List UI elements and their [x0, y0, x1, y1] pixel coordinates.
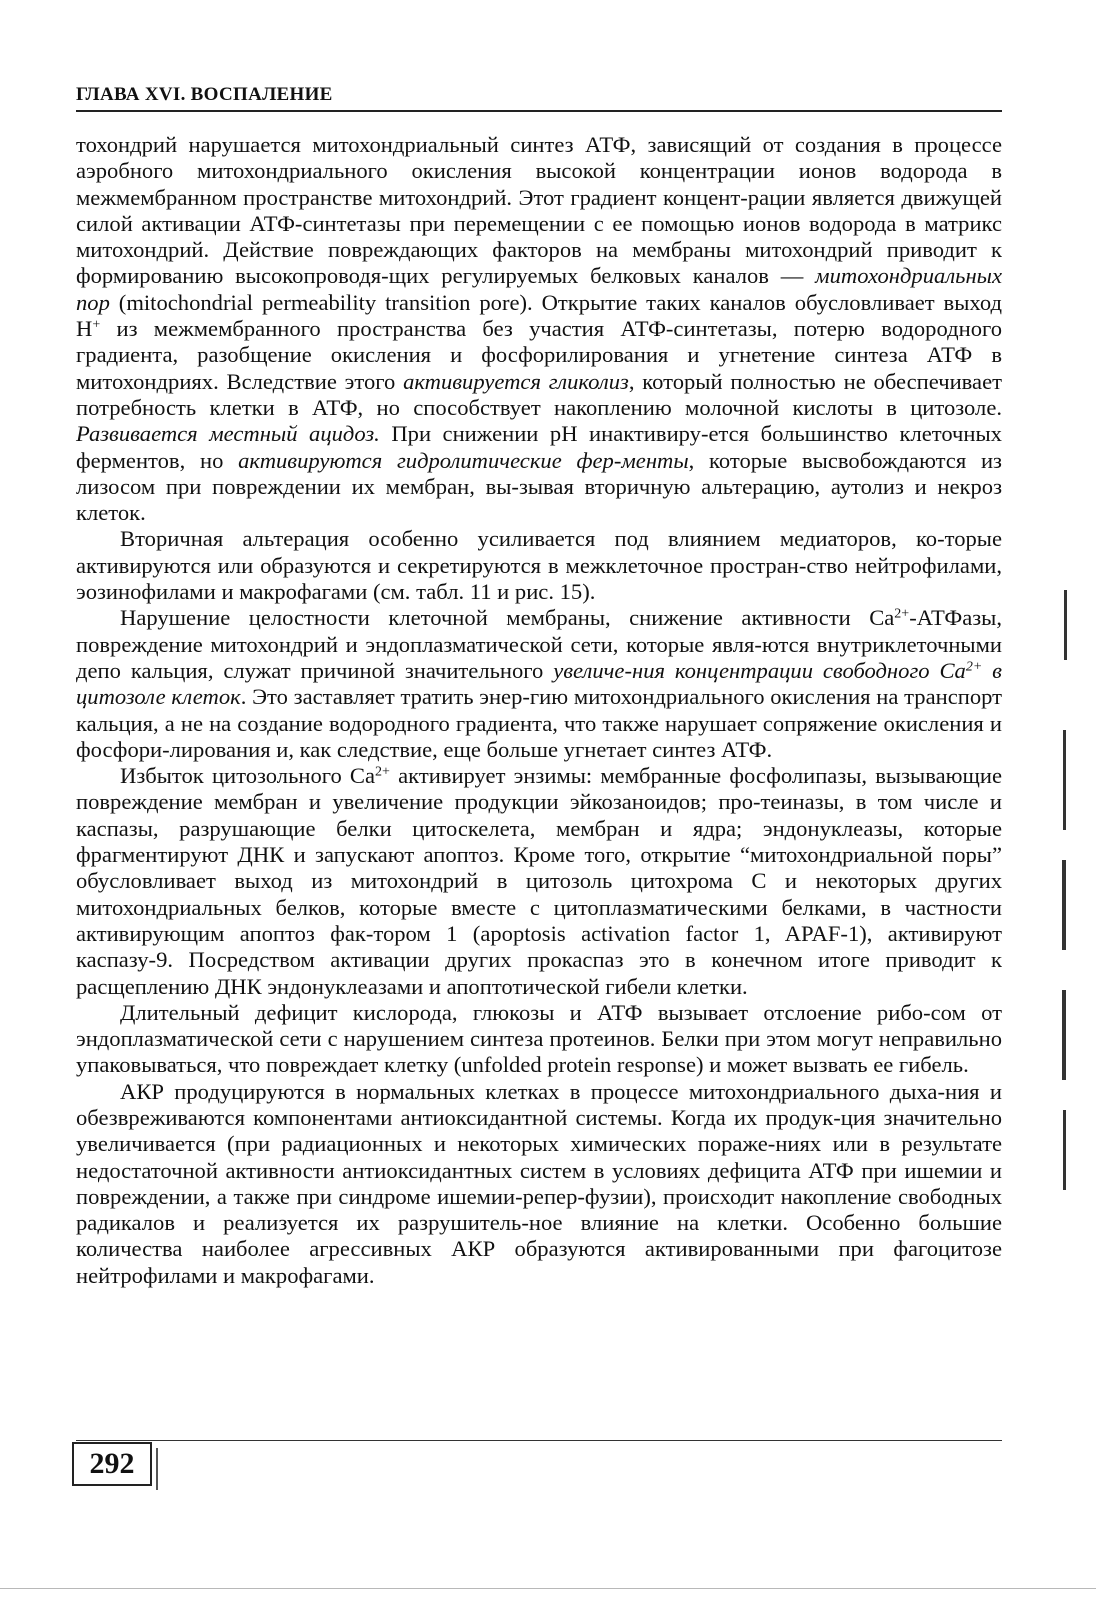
paragraph	[76, 526, 1002, 605]
emphasis-text: митохондриальных пор	[76, 263, 1002, 315]
footer-rule	[76, 1440, 1002, 1441]
text-run: АКР продуцируются в нормальных клетках в процессе митохондриального дыха-ния и обезвреживаются компонентами антиоксидантной системы. Когда их продук-ция значительно увеличивается (при радиационных и некоторых химических пораже-ниях или в результате недостаточной активности антиоксидантных систем в условиях дефицита АТФ при ишемии и повреждении, а также при синдроме ишемии-репер-фузии), происходит накопление свободных радикалов и реализуется их разрушитель-ное влияние на клетки. Особенно большие количества наиболее агрессивных АКР образуются активированными при фагоцитозе нейтрофилами и макрофагами.	[76, 1078, 1002, 1288]
scan-edge-mark	[1063, 1110, 1066, 1190]
text-run: тохондрий нарушается митохондриальный синтез АТФ, зависящий от создания в процессе аэробного митохондриального окисления высокой концентрации ионов водорода в межмембранном пространстве митохондрий. Этот градиент концент-рации является движущей силой активации АТФ-синтетазы при перемещении с ее помощью ионов водорода в матрикс митохондрий. Действие повреждающих факторов на мембраны митохондрий приводит к формированию высокопроводя-щих регулируемых белковых каналов —	[76, 132, 1002, 289]
scan-edge-mark	[1064, 590, 1067, 660]
text-run: (mitochondrial permeability transition pore). Открытие таких каналов обусловливает выход H	[76, 289, 1002, 342]
scan-edge-mark	[0, 1588, 1096, 1589]
emphasis-text: активируются гидролитические фер-менты	[238, 447, 689, 473]
emphasis-text: Развивается местный ацидоз.	[76, 421, 380, 447]
paragraph	[76, 1079, 1002, 1289]
text-run: Длительный дефицит кислорода, глюкозы и АТФ вызывает отслоение рибо-сом от эндоплазматической сети с нарушением синтеза протеинов. Белки при этом могут неправильно упаковываться, что повреждает клетку (unfolded protein response) и может вызвать ее гибель.	[76, 999, 1002, 1078]
superscript: +	[92, 317, 101, 333]
scan-edge-mark	[1062, 860, 1066, 950]
superscript: 2+	[894, 606, 910, 622]
page-number: 292	[72, 1442, 152, 1486]
paragraph	[76, 1000, 1002, 1079]
emphasis-text: в цитозоле клеток	[76, 657, 1002, 710]
text-run: При снижении рН инактивиру-ется большинство клеточных ферментов, но	[76, 421, 1002, 473]
emphasis-text: увеличе-ния концентрации свободного Ca	[553, 657, 966, 683]
text-run: -АТФазы, повреждение митохондрий и эндоплазматической сети, которые явля-ются внутриклеточными депо кальция, служат причиной значительного	[76, 605, 1002, 683]
text-run: активирует энзимы: мембранные фосфолипазы, вызывающие повреждение мембран и увеличение продукции эйкозаноидов; про-теиназы, в том числе и каспазы, разрушающие белки цитоскелета, мембран и ядра; эндонуклеазы, которые фрагментируют ДНК и запускают апоптоз. Кроме того, открытие “митохондриальной поры” обусловливает выход из митохондрий в цитозоль цитохрома С и некоторых других митохондриальных белков, которые вместе с цитоплазматическими белками, в частности активирующим апоптоз фак-тором 1 (apoptosis activation factor 1, APAF-1), активируют каспазу-9. Посредством активации других прокаспаз это в конечном итоге приводит к расщеплению ДНК эндонуклеазами и апоптотической гибели клетки.	[76, 763, 1002, 999]
text-run: Избыток цитозольного Ca	[120, 763, 376, 789]
text-run: , которые высвобождаются из лизосом при повреждении их мембран, вы-зывая вторичную альтерацию, аутолиз и некроз клеток.	[76, 447, 1002, 526]
superscript: 2+	[965, 659, 983, 675]
scan-edge-mark	[1062, 990, 1066, 1080]
text-run: из межмембранного пространства без участия АТФ-синтетазы, потерю водородного градиента, разобщение окисления и фосфорилирования и угнетение синтеза АТФ в митохондриях. Вследствие этого	[76, 316, 1002, 394]
header-rule	[76, 110, 1002, 112]
running-title: ГЛАВА XVI. ВОСПАЛЕНИЕ	[76, 84, 333, 105]
paragraph	[76, 132, 1002, 526]
paragraph	[76, 605, 1002, 763]
scan-edge-mark	[1063, 730, 1066, 830]
text-run: . Это заставляет тратить энер-гию митохондриального окисления на транспорт кальция, а не на создание водородного градиента, что также нарушает сопряжение окисления и фосфори-лирования и, как следствие, еще больше угнетает синтез АТФ.	[76, 684, 1002, 762]
paragraph	[76, 763, 1002, 1000]
emphasis-text: активируется гликолиз	[403, 368, 629, 394]
text-run: Нарушение целостности клеточной мембраны, снижение активности Ca	[120, 605, 895, 631]
text-run: Вторичная альтерация особенно усиливается под влиянием медиаторов, ко-торые активируются или образуются и секретируются в межклеточное простран-ство нейтрофилами, эозинофилами и макрофагами (см. табл. 11 и рис. 15).	[76, 526, 1002, 605]
text-run: , который полностью не обеспечивает потребность клетки в АТФ, но способствует накоплению молочной кислоты в цитозоле.	[76, 368, 1002, 420]
superscript: 2+	[375, 764, 390, 780]
body-text	[76, 132, 1002, 1289]
